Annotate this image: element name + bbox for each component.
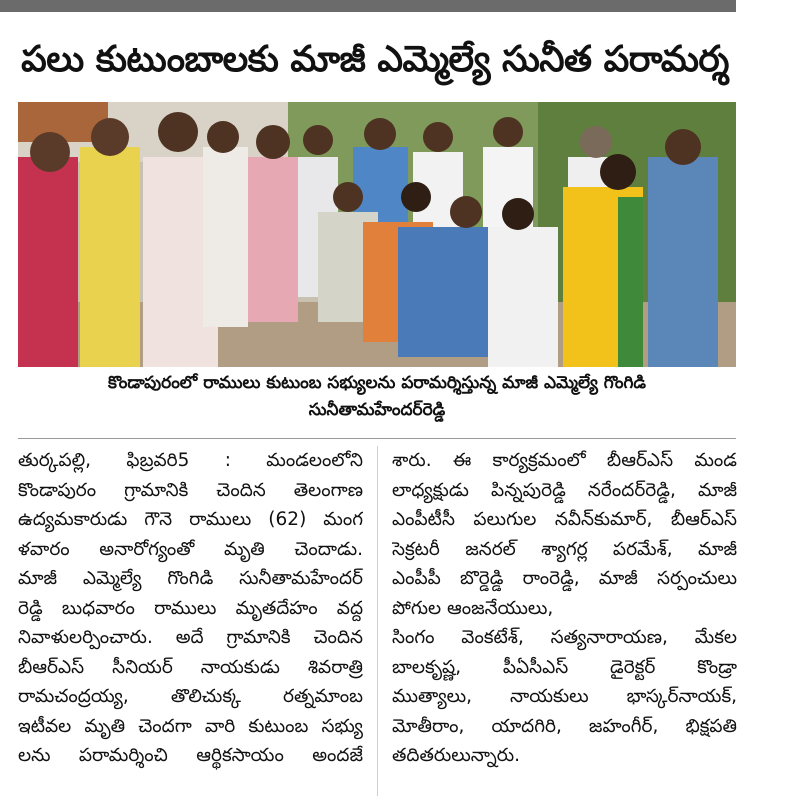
column-divider (377, 446, 378, 796)
article-line: రామచంద్రయ్య, తొలిచుక్క రత్నమాంబ (18, 686, 363, 707)
article-column-left (18, 446, 363, 798)
article-line: తదితరులున్నారు. (392, 745, 520, 766)
caption-line: సునీతామహేందర్‌రెడ్డి (308, 400, 446, 420)
article-line: ఎంపీపీ బొర్డెడ్డి రాంరెడ్డి, మాజీ సర్పంచులు (392, 568, 737, 589)
article-line: రెడ్డి బుధవారం రాములు మృతదేహం వద్ద (18, 597, 363, 619)
article-line: శారు. ఈ కార్యక్రమంలో బీఆర్ఎస్ మండ (392, 450, 737, 471)
caption-line: కొండాపురంలో రాములు కుటుంబ సభ్యులను పరామర్శిస్తున్న మాజీ ఎమ్మెల్యే గొంగిడి (108, 373, 646, 393)
news-photo-illustration (18, 102, 736, 367)
article-line: బీఆర్ఎస్ సీనియర్ నాయకుడు శివరాత్రి (18, 656, 363, 678)
article-line: ఉద్యమకారుడు గౌనె రాములు (62) మంగ (18, 509, 363, 530)
article-line: నివాళులర్పించారు. అదే గ్రామానికి చెందిన (18, 627, 363, 648)
article-line: ముత్యాలు, నాయకులు భాస్కర్‌నాయక్, (392, 686, 737, 707)
article-line: సింగం వెంకటేశ్, సత్యనారాయణ, మేకల (392, 627, 737, 648)
article-line: మోతీరాం, యాదగిరి, జహంగీర్, భిక్షపతి (392, 715, 737, 737)
page-top-bar (0, 0, 736, 12)
article-line: పోగుల ఆంజనేయులు, (392, 597, 554, 619)
article-line: కొండాపురం గ్రామానికి చెందిన తెలంగాణ (18, 479, 363, 501)
article-line: తుర్కపల్లి, ఫిబ్రవరి5 : మండలంలోని (18, 450, 363, 471)
article-line: బాలకృష్ణ, పీఏసీఎస్ డైరెక్టర్ కొండ్రా (392, 656, 737, 678)
article-line: ళవారం అనారోగ్యంతో మృతి చెందాడు. (18, 538, 363, 560)
news-photo (18, 102, 736, 367)
article-line: ఎంపీటీసీ పలుగుల నవీన్‌కుమార్, బీఆర్ఎస్ (392, 509, 737, 530)
headline: పలు కుటుంబాలకు మాజీ ఎమ్మెల్యే సునీత పరామర్శ (21, 39, 729, 80)
article-line: మాజీ ఎమ్మెల్యే గొంగిడి సునీతామహేందర్ (18, 568, 363, 589)
article-line: లాధ్యక్షుడు పిన్నపురెడ్డి నరేందర్‌రెడ్డి, మాజీ (392, 479, 737, 501)
article-column-right (392, 446, 737, 798)
article-line: ఇటీవల మృతి చెందగా వారి కుటుంబ సభ్యు (18, 715, 363, 737)
article-line: లను పరామర్శించి ఆర్థికసాయం అందజే (18, 745, 363, 766)
photo-caption (18, 370, 736, 424)
caption-rule (18, 438, 736, 439)
article-line: సెక్రటరీ జనరల్ శ్యాగర్ల పరమేశ్, మాజీ (392, 538, 737, 560)
